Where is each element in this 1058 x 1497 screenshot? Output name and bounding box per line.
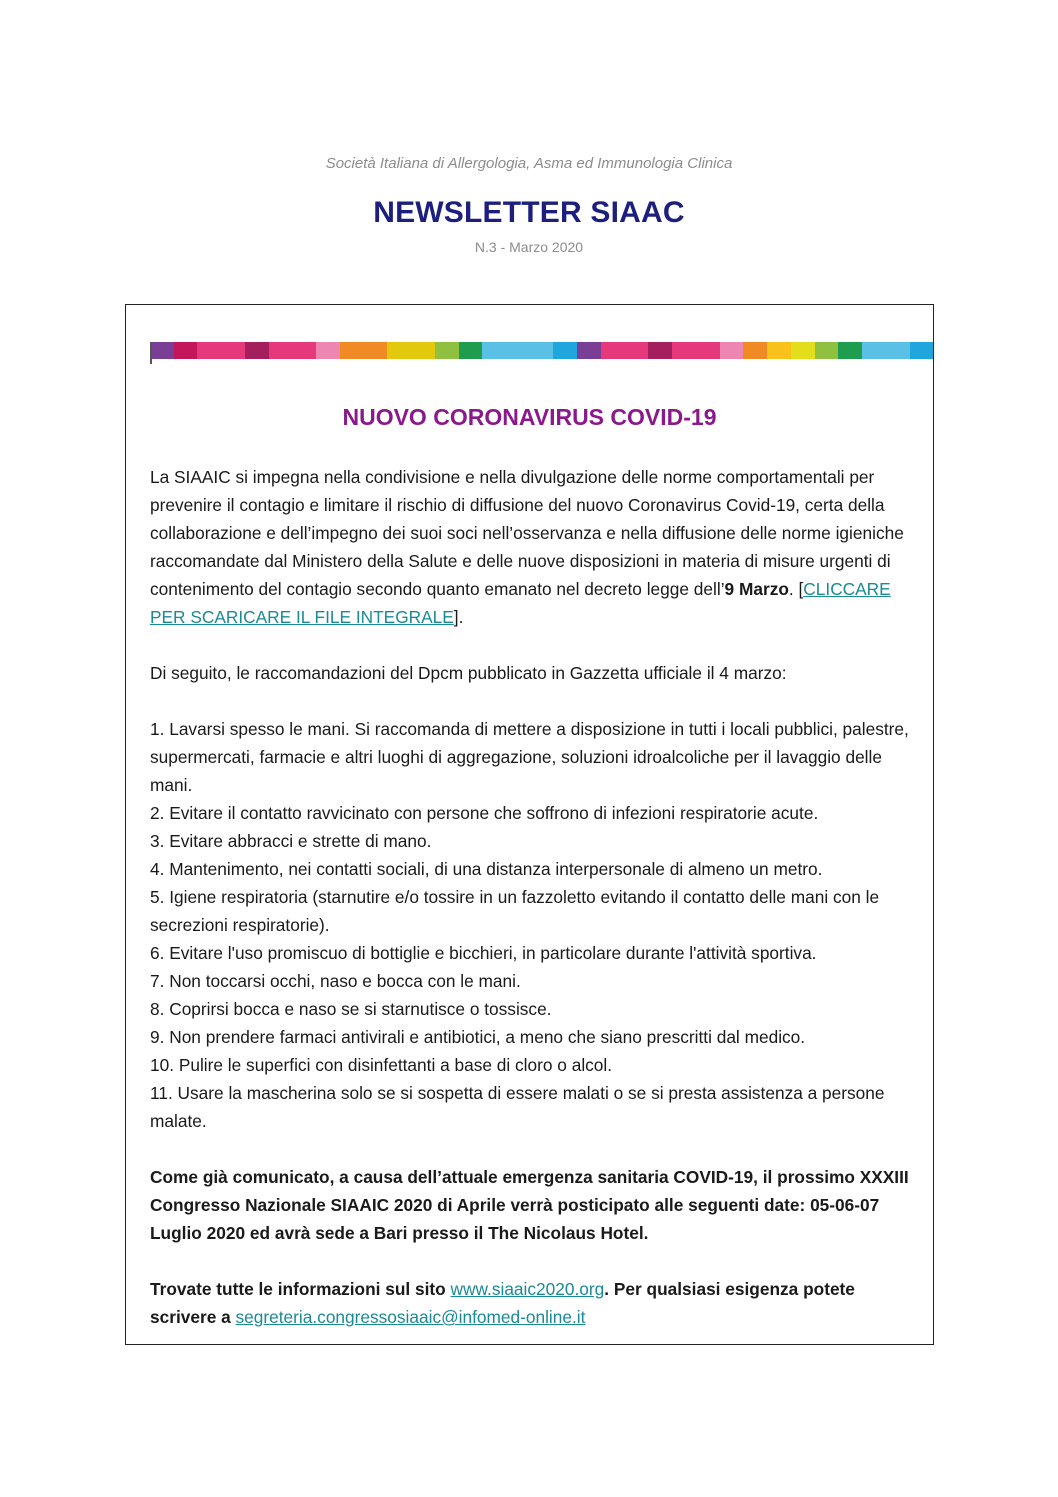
stripe-marker: [150, 342, 152, 364]
stripe-segment: [340, 342, 364, 359]
stripe-segment: [316, 342, 340, 359]
color-stripe-banner: [150, 342, 933, 359]
congress-notice-text: Come già comunicato, a causa dell’attuale emergenza sanitaria COVID-19, il prossimo XXXIII Congresso Nazionale SIAAIC 2020 di Aprile verrà posticipato alle seguenti date: 05-06-07 Luglio 2020 ed avrà sede a Bari presso il The Nicolaus Hotel.: [150, 1167, 909, 1243]
contact-middle: . Per qualsiasi esigenza potete scrivere a: [150, 1279, 855, 1327]
recommendation-item: 6. Evitare l'uso promiscuo di bottiglie e bicchieri, in particolare durante l'attività sportiva.: [150, 943, 817, 963]
intro-closing: ].: [453, 607, 464, 627]
stripe-segment: [245, 342, 269, 359]
stripe-segment: [269, 342, 293, 359]
recommendations-intro: Di seguito, le raccomandazioni del Dpcm pubblicato in Gazzetta ufficiale il 4 marzo:: [150, 663, 787, 683]
stripe-segment: [910, 342, 934, 359]
intro-paragraph: [150, 463, 920, 631]
email-link[interactable]: segreteria.congressosiaaic@infomed-online.it: [235, 1307, 586, 1327]
stripe-segment: [150, 342, 174, 359]
stripe-segment: [601, 342, 625, 359]
recommendation-item: 10. Pulire le superfici con disinfettanti a base di cloro o alcol.: [150, 1055, 613, 1075]
recommendation-item: 9. Non prendere farmaci antivirali e antibiotici, a meno che siano prescritti dal medico.: [150, 1027, 806, 1047]
stripe-segment: [743, 342, 767, 359]
recommendation-item: 4. Mantenimento, nei contatti sociali, di una distanza interpersonale di almeno un metro.: [150, 859, 823, 879]
stripe-segment: [862, 342, 886, 359]
intro-punct: . [: [788, 579, 804, 599]
stripe-segment: [387, 342, 411, 359]
congress-notice: [150, 1163, 920, 1247]
stripe-segment: [838, 342, 862, 359]
stripe-segment: [530, 342, 554, 359]
recommendation-item: 8. Coprirsi bocca e naso se si starnutisce o tossisce.: [150, 999, 552, 1019]
stripe-segment: [553, 342, 577, 359]
org-name: Società Italiana di Allergologia, Asma ed Immunologia Clinica: [325, 155, 733, 172]
stripe-segment: [648, 342, 672, 359]
stripe-segment: [174, 342, 198, 359]
stripe-segment: [364, 342, 388, 359]
download-file-link[interactable]: CLICCARE PER SCARICARE IL FILE INTEGRALE: [150, 579, 891, 627]
contact-paragraph: [150, 1275, 920, 1331]
recommendation-item: 7. Non toccarsi occhi, naso e bocca con le mani.: [150, 971, 521, 991]
recommendation-item: 5. Igiene respiratoria (starnutire e/o tossire in un fazzoletto evitando il contatto delle mani con le secrezioni respiratorie).: [150, 887, 880, 935]
website-link[interactable]: www.siaaic2020.org: [450, 1279, 605, 1299]
recommendation-item: 2. Evitare il contatto ravvicinato con persone che soffrono di infezioni respiratorie acute.: [150, 803, 819, 823]
contact-prefix: Trovate tutte le informazioni sul sito: [150, 1279, 451, 1299]
newsletter-title: NEWSLETTER SIAAC: [373, 196, 685, 229]
stripe-segment: [577, 342, 601, 359]
recommendation-item: 11. Usare la mascherina solo se si sospetta di essere malati o se si presta assistenza a persone malate.: [150, 1083, 885, 1131]
stripe-segment: [221, 342, 245, 359]
stripe-segment: [506, 342, 530, 359]
issue-date: N.3 - Marzo 2020: [474, 239, 584, 255]
stripe-segment: [197, 342, 221, 359]
stripe-segment: [672, 342, 696, 359]
recommendation-item: 3. Evitare abbracci e strette di mano.: [150, 831, 432, 851]
stripe-segment: [886, 342, 910, 359]
stripe-segment: [411, 342, 435, 359]
stripe-segment: [767, 342, 791, 359]
stripe-segment: [696, 342, 720, 359]
stripe-segment: [625, 342, 649, 359]
recommendation-item: 1. Lavarsi spesso le mani. Si raccomanda di mettere a disposizione in tutti i locali pubblici, palestre, supermercati, farmacie e altri luoghi di aggregazione, soluzioni idroalcoliche per il lavaggio delle mani.: [150, 719, 909, 795]
stripe-segment: [815, 342, 839, 359]
stripe-segment: [459, 342, 483, 359]
stripe-segment: [720, 342, 744, 359]
newsletter-box: [125, 304, 934, 1345]
stripe-segment: [791, 342, 815, 359]
intro-date: 9 Marzo: [724, 579, 789, 599]
stripe-segment: [482, 342, 506, 359]
recommendations-list: [150, 715, 920, 1135]
stripe-segment: [435, 342, 459, 359]
stripe-segment: [292, 342, 316, 359]
intro-text: La SIAAIC si impegna nella condivisione e nella divulgazione delle norme comportamentali per prevenire il contagio e limitare il rischio di diffusione del nuovo Coronavirus Covid-19, certa della collaborazione e dell’impegno dei suoi soci nell’osservanza e nella diffusione delle norme igieniche raccomandate dal Ministero della Salute e delle nuove disposizioni in materia di misure urgenti di contenimento del contagio secondo quanto emanato nel decreto legge dell’: [150, 467, 904, 599]
section-title: NUOVO CORONAVIRUS COVID-19: [342, 404, 717, 430]
article-body: [150, 463, 920, 1331]
